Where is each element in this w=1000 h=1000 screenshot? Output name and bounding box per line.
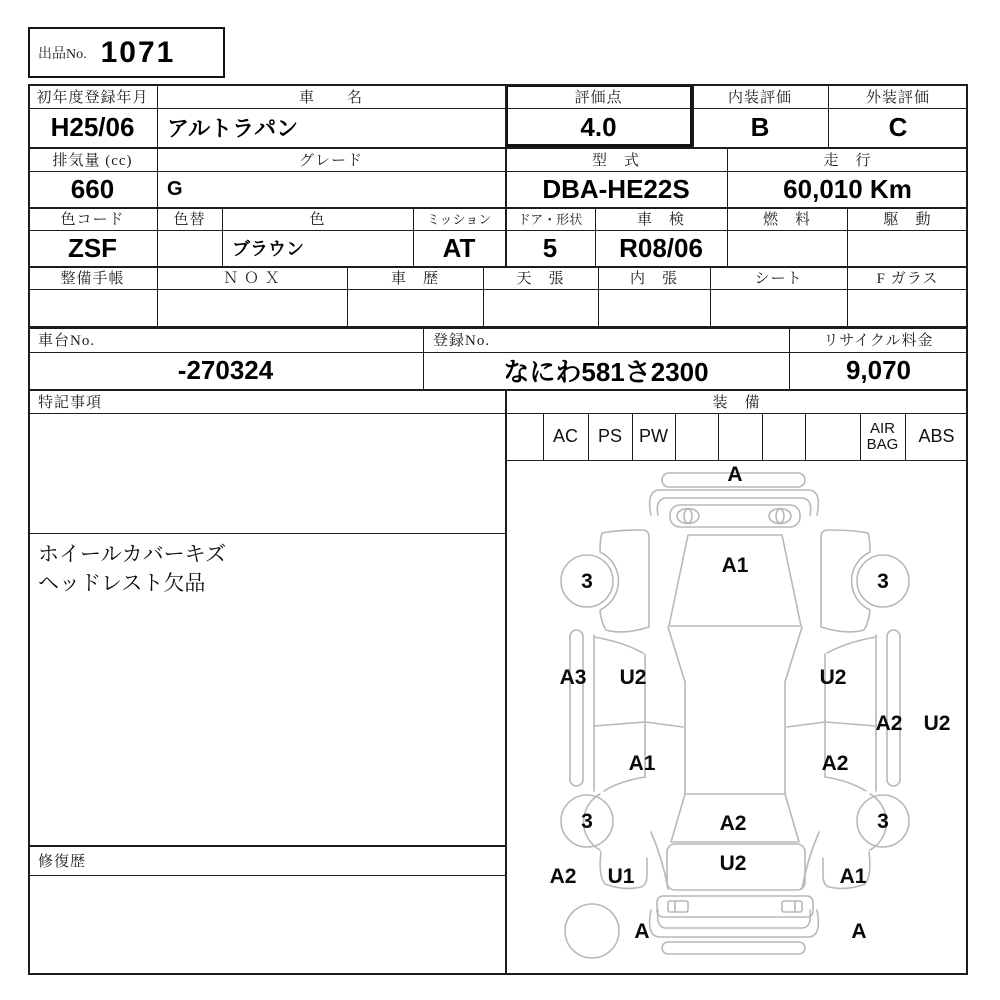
- grid-line: [505, 460, 968, 461]
- damage-code-label: U2: [619, 666, 647, 689]
- damage-code-label: A2: [549, 865, 577, 888]
- recycle-fee-label: リサイクル料金: [823, 332, 934, 349]
- grid-line: [28, 875, 505, 876]
- registration-no-label: 登録No.: [433, 332, 491, 349]
- seat-label: シート: [754, 271, 803, 287]
- damage-code-label: U1: [607, 865, 635, 888]
- equipment-cell-abs: ABS: [918, 426, 955, 447]
- equipment-cell-ps: PS: [597, 426, 622, 447]
- equipment-cell: [505, 413, 543, 460]
- grid-line: [789, 326, 790, 389]
- grid-line: [28, 108, 968, 109]
- grid-line: [966, 84, 968, 975]
- grid-line: [28, 533, 505, 534]
- damage-code-label: A2: [875, 712, 903, 735]
- grid-line: [727, 147, 728, 266]
- grid-line: [632, 413, 633, 460]
- model-code-value: DBA-HE22S: [542, 173, 690, 204]
- car-history-label: 車 歴: [390, 271, 439, 287]
- score-label: 評価点: [574, 89, 623, 106]
- chassis-no-label: 車台No.: [38, 332, 96, 349]
- grade-value: G: [167, 177, 183, 200]
- grid-line: [483, 266, 484, 326]
- grid-line: [505, 389, 507, 975]
- grid-line: [28, 326, 968, 329]
- damage-code-label: 3: [877, 810, 889, 833]
- registration-no-value: なにわ581さ2300: [503, 357, 709, 387]
- grid-line: [595, 207, 596, 266]
- interior-rating-value: B: [750, 112, 770, 142]
- car-name-label: 車 名: [298, 89, 363, 106]
- color-code-value: ZSF: [67, 232, 118, 263]
- displacement-value: 660: [70, 173, 115, 204]
- first-reg-value: H25/06: [50, 112, 135, 142]
- interior-rating-label: 内装評価: [727, 89, 792, 106]
- equipment-cell: [805, 413, 860, 460]
- grid-line: [28, 845, 505, 847]
- inspection-value: R08/06: [619, 232, 703, 263]
- exterior-rating-label: 外装評価: [865, 89, 930, 106]
- damage-code-label: U2: [819, 666, 847, 689]
- doors-value: 5: [542, 232, 558, 263]
- transmission-label: ミッション: [426, 212, 492, 227]
- damage-code-label: A1: [839, 865, 867, 888]
- grid-line: [423, 326, 424, 389]
- grid-line: [28, 289, 968, 290]
- mileage-value: 60,010 Km: [783, 173, 912, 204]
- grid-line: [28, 973, 968, 975]
- grid-line: [762, 413, 763, 460]
- grid-line: [847, 207, 848, 326]
- auction-number-box: [28, 27, 225, 78]
- grid-line: [28, 84, 30, 975]
- grid-line: [28, 352, 968, 353]
- grid-line: [543, 413, 544, 460]
- car-name-value: アルトラパン: [167, 116, 299, 141]
- score-value: 4.0: [580, 112, 617, 142]
- grid-line: [805, 413, 806, 460]
- first-reg-label: 初年度登録年月: [36, 89, 149, 106]
- grid-line: [505, 84, 507, 266]
- color-code-label: 色コード: [60, 212, 125, 228]
- grid-line: [828, 84, 829, 147]
- model-code-label: 型 式: [591, 152, 640, 169]
- grid-line: [347, 266, 348, 326]
- grid-line: [28, 171, 968, 172]
- transmission-value: AT: [442, 232, 476, 263]
- mileage-label: 走 行: [823, 152, 872, 169]
- repair-history-label: 修復歴: [38, 853, 87, 870]
- recycle-fee-value: 9,070: [845, 355, 912, 385]
- grid-line: [157, 84, 158, 326]
- grid-line: [692, 84, 694, 147]
- damage-code-label: 3: [581, 810, 593, 833]
- grid-line: [588, 413, 589, 460]
- damage-code-label: A: [851, 920, 867, 943]
- grid-line: [598, 266, 599, 326]
- color-label: 色: [309, 212, 326, 228]
- headliner-label: 天 張: [516, 271, 565, 287]
- damage-code-label: A: [727, 463, 743, 486]
- nox-label: Ｎ Ｏ Ｘ: [223, 271, 281, 287]
- doors-label: ドア・形状: [517, 212, 583, 227]
- damage-code-label: U2: [719, 852, 747, 875]
- drive-label: 駆 動: [883, 212, 932, 228]
- special-note-line: ホイールカバーキズ: [38, 543, 227, 566]
- equipment-cell: [762, 413, 805, 460]
- damage-code-label: 3: [877, 570, 889, 593]
- equipment-cell-airbag: AIR BAG: [866, 419, 899, 453]
- damage-code-label: A1: [721, 554, 749, 577]
- grid-line: [28, 147, 968, 149]
- grid-line: [222, 207, 223, 266]
- equipment-cell-ac: AC: [552, 426, 578, 447]
- displacement-label: 排気量 (cc): [52, 152, 133, 169]
- auction-number-value: 1071: [100, 35, 176, 69]
- grid-line: [710, 266, 711, 326]
- grid-line: [28, 389, 968, 391]
- damage-code-label: 3: [581, 570, 593, 593]
- damage-code-label: A3: [559, 666, 587, 689]
- special-notes-label: 特記事項: [38, 394, 103, 411]
- equipment-cell-pw: PW: [639, 426, 668, 447]
- inspection-label: 車 検: [636, 212, 685, 228]
- grid-line: [28, 230, 968, 231]
- grid-line: [718, 413, 719, 460]
- damage-code-label: A2: [719, 812, 747, 835]
- exterior-rating-value: C: [888, 112, 908, 142]
- equipment-label: 装 備: [712, 394, 761, 411]
- auction-number-label: 出品No.: [38, 46, 87, 62]
- equipment-cell: [675, 413, 718, 460]
- special-note-line: ヘッドレスト欠品: [38, 572, 206, 595]
- fuel-label: 燃 料: [762, 212, 811, 228]
- interior-trim-label: 内 張: [629, 271, 678, 287]
- grid-line: [413, 207, 414, 266]
- service-book-label: 整備手帳: [60, 271, 125, 287]
- color-change-label: 色替: [173, 212, 206, 228]
- damage-code-label: A1: [628, 752, 656, 775]
- damage-code-label: A: [634, 920, 650, 943]
- front-glass-label: F ガラス: [876, 271, 939, 287]
- grid-line: [28, 84, 968, 86]
- damage-code-label: U2: [923, 712, 951, 735]
- grade-label: グレード: [298, 152, 363, 169]
- grid-line: [860, 413, 861, 460]
- grid-line: [28, 266, 968, 268]
- grid-line: [675, 413, 676, 460]
- damage-code-label: A2: [821, 752, 849, 775]
- car-diagram-panel: [505, 460, 968, 973]
- color-value: ブラウン: [232, 239, 304, 259]
- grid-line: [905, 413, 906, 460]
- equipment-cell: [718, 413, 762, 460]
- grid-line: [28, 413, 968, 414]
- chassis-no-value: -270324: [177, 355, 274, 385]
- grid-line: [28, 207, 968, 209]
